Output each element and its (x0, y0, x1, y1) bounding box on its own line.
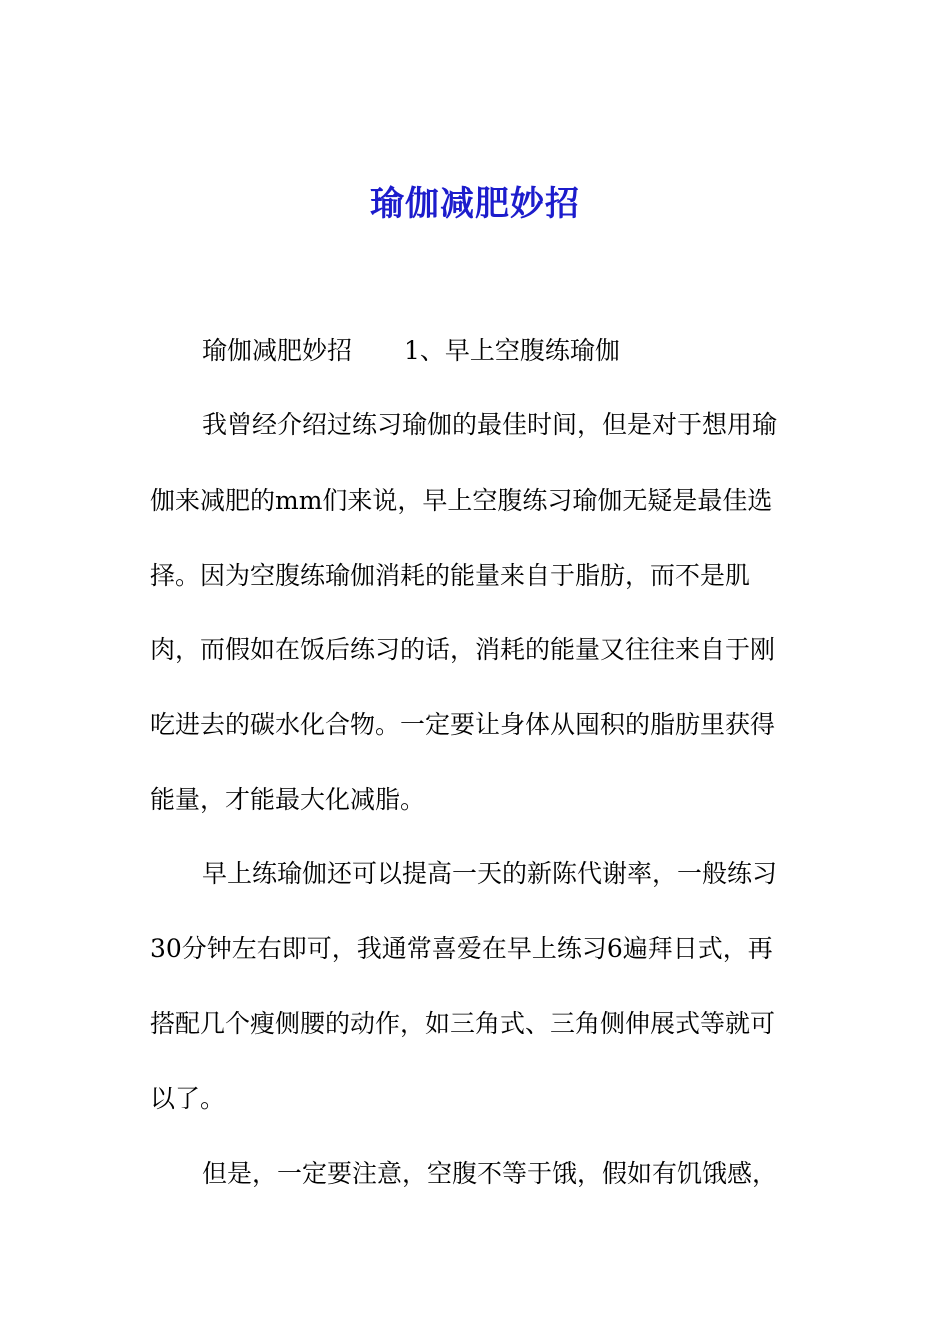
paragraph-line: 伽来减肥的mm们来说，早上空腹练习瑜伽无疑是最佳选 (150, 486, 773, 515)
paragraph-line: 我曾经介绍过练习瑜伽的最佳时间，但是对于想用瑜 (202, 410, 778, 439)
heading-text: 瑜伽减肥妙招 (202, 336, 353, 365)
paragraph-line: 能量，才能最大化减脂。 (150, 785, 426, 814)
section-heading-line (202, 331, 620, 371)
paragraph-line: 以了。 (150, 1084, 226, 1113)
document-title: 瑜伽减肥妙招 (370, 184, 580, 224)
paragraph-line: 但是，一定要注意，空腹不等于饿，假如有饥饿感， (202, 1159, 778, 1188)
paragraph-line: 肉，而假如在饭后练习的话，消耗的能量又往往来自于刚 (150, 635, 776, 664)
paragraph-line: 30分钟左右即可，我通常喜爱在早上练习6遍拜日式，再 (150, 934, 773, 963)
paragraph-line: 搭配几个瘦侧腰的动作，如三角式、三角侧伸展式等就可 (150, 1009, 776, 1038)
paragraph-line: 吃进去的碳水化合物。一定要让身体从囤积的脂肪里获得 (150, 710, 776, 739)
subheading-text: 1、早上空腹练瑜伽 (404, 336, 620, 365)
paragraph-line: 早上练瑜伽还可以提高一天的新陈代谢率，一般练习 (202, 859, 778, 888)
paragraph-line: 择。因为空腹练瑜伽消耗的能量来自于脂肪，而不是肌 (150, 561, 751, 590)
